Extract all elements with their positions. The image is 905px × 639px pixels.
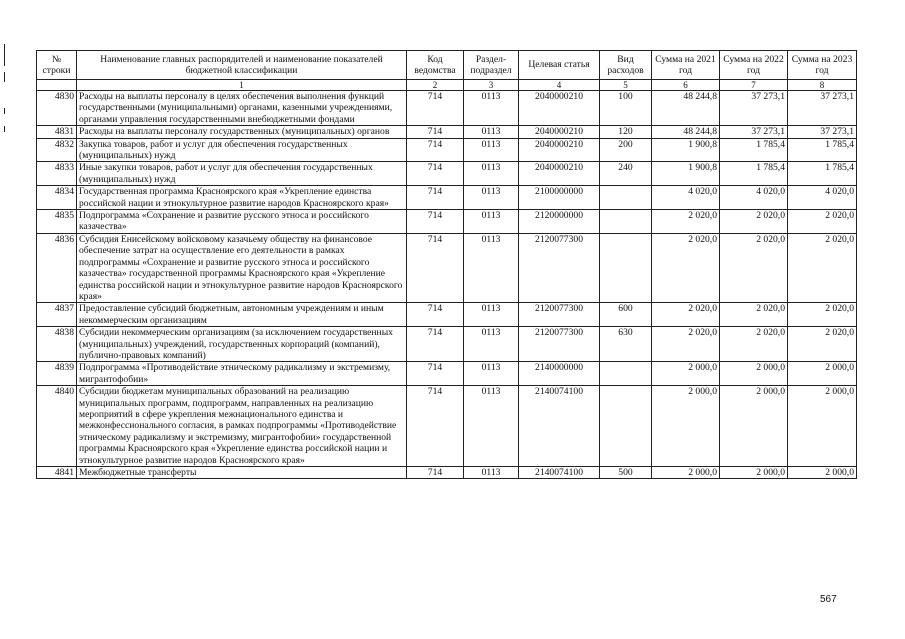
sum-2022-cell: 4 020,0 [720,186,788,210]
expense-type-cell [600,362,652,386]
sum-2022-cell: 1 785,4 [720,162,788,186]
description-cell: Субсидии бюджетам муниципальных образований на реализацию муниципальных программ, подпрограмм, направленных на реализацию мероприятий в сфере укрепления межнационального единства и межконфессионального согласия, в рамках подпрограммы «Противодействие этническому радикализму и экстремизму, мигрантофобии» государственной программы Красноярского края «Укрепление единства российской нации и этнокультурное развитие народов Красноярского края» [77,386,407,467]
section-cell: 0113 [464,303,519,327]
department-code-cell: 714 [407,91,464,126]
margin-mark [4,108,5,114]
department-code-cell: 714 [407,210,464,234]
sum-2021-cell: 1 900,8 [652,162,720,186]
description-cell: Субсидии некоммерческим организациям (за исключением государственных (муниципальных) учреждений, государственных корпораций (компаний), публично-правовых компаний) [77,327,407,362]
sum-2023-cell: 2 020,0 [788,303,857,327]
table-row [37,210,857,234]
column-number-cell: 6 [652,80,720,91]
target-article-cell: 2120077300 [519,303,600,327]
target-article-cell: 2120077300 [519,327,600,362]
row-number-cell: 4835 [37,210,77,234]
description-cell: Расходы на выплаты персоналу в целях обеспечения выполнения функций государственными (муниципальными) органами, казенными учреждениями, органами управления государственными внебюджетными фондами [77,91,407,126]
budget-table [36,50,857,479]
target-article-cell: 2040000210 [519,91,600,126]
sum-2022-cell: 37 273,1 [720,91,788,126]
table-row [37,91,857,126]
section-cell: 0113 [464,210,519,234]
sum-2023-cell: 2 020,0 [788,233,857,302]
sum-2021-cell: 2 020,0 [652,327,720,362]
expense-type-cell [600,186,652,210]
column-number-cell: 3 [464,80,519,91]
row-number-cell: 4832 [37,138,77,162]
description-cell: Субсидия Енисейскому войсковому казачьему обществу на финансовое обеспечение затрат на осуществление его деятельности в рамках подпрограммы «Сохранение и развитие русского этноса и российского казачества» государственной программы Красноярского края «Укрепление единства российской нации и этнокультурное развитие народов Красноярского края» [77,233,407,302]
section-cell: 0113 [464,233,519,302]
target-article-cell: 2140074100 [519,467,600,479]
department-code-cell: 714 [407,233,464,302]
sum-2022-cell: 2 000,0 [720,386,788,467]
sum-2021-cell: 2 020,0 [652,303,720,327]
sum-2021-cell: 1 900,8 [652,138,720,162]
row-number-cell: 4833 [37,162,77,186]
column-number-cell: 7 [720,80,788,91]
section-cell: 0113 [464,138,519,162]
row-number-cell: 4840 [37,386,77,467]
table-row [37,138,857,162]
target-article-cell: 2100000000 [519,186,600,210]
column-number-cell: 2 [407,80,464,91]
sum-2022-cell: 2 000,0 [720,467,788,479]
sum-2023-cell: 37 273,1 [788,126,857,138]
table-row [37,327,857,362]
sum-2023-cell: 1 785,4 [788,138,857,162]
description-cell: Подпрограмма «Сохранение и развитие русского этноса и российского казачества» [77,210,407,234]
table-row [37,303,857,327]
sum-2023-cell: 2 000,0 [788,386,857,467]
description-cell: Предоставление субсидий бюджетным, автономным учреждениям и иным некоммерческим организациям [77,303,407,327]
header-cell: Раздел-подраздел [464,51,519,80]
expense-type-cell: 630 [600,327,652,362]
section-cell: 0113 [464,91,519,126]
department-code-cell: 714 [407,386,464,467]
sum-2023-cell: 1 785,4 [788,162,857,186]
table-row [37,386,857,467]
sum-2023-cell: 2 020,0 [788,210,857,234]
expense-type-cell [600,233,652,302]
table-row [37,162,857,186]
header-cell: Целевая статья [519,51,600,80]
row-number-cell: 4831 [37,126,77,138]
sum-2021-cell: 48 244,8 [652,91,720,126]
section-cell: 0113 [464,186,519,210]
column-number-cell: 8 [788,80,857,91]
sum-2022-cell: 2 000,0 [720,362,788,386]
margin-mark [4,44,5,66]
header-cell: № строки [37,51,77,80]
expense-type-cell: 100 [600,91,652,126]
description-cell: Подпрограмма «Противодействие этническому радикализму и экстремизму, мигрантофобии» [77,362,407,386]
sum-2021-cell: 2 000,0 [652,467,720,479]
department-code-cell: 714 [407,126,464,138]
target-article-cell: 2040000210 [519,126,600,138]
description-cell: Расходы на выплаты персоналу государственных (муниципальных) органов [77,126,407,138]
column-number-cell: 1 [77,80,407,91]
expense-type-cell: 120 [600,126,652,138]
row-number-cell: 4834 [37,186,77,210]
table-row [37,362,857,386]
header-cell: Вид расходов [600,51,652,80]
description-cell: Государственная программа Красноярского края «Укрепление единства российской нации и этнокультурное развитие народов Красноярского края» [77,186,407,210]
row-number-cell: 4839 [37,362,77,386]
sum-2022-cell: 37 273,1 [720,126,788,138]
margin-mark [4,126,5,132]
sum-2021-cell: 2 020,0 [652,210,720,234]
sum-2023-cell: 2 000,0 [788,467,857,479]
sum-2023-cell: 2 020,0 [788,327,857,362]
section-cell: 0113 [464,467,519,479]
sum-2022-cell: 2 020,0 [720,303,788,327]
sum-2023-cell: 37 273,1 [788,91,857,126]
sum-2021-cell: 4 020,0 [652,186,720,210]
margin-mark [4,72,5,82]
sum-2021-cell: 2 020,0 [652,233,720,302]
header-cell: Сумма на 2021 год [652,51,720,80]
table-row [37,186,857,210]
expense-type-cell: 200 [600,138,652,162]
department-code-cell: 714 [407,327,464,362]
column-number-row [37,80,857,91]
row-number-cell: 4830 [37,91,77,126]
section-cell: 0113 [464,162,519,186]
expense-type-cell: 500 [600,467,652,479]
expense-type-cell [600,210,652,234]
department-code-cell: 714 [407,303,464,327]
target-article-cell: 2040000210 [519,138,600,162]
expense-type-cell: 240 [600,162,652,186]
target-article-cell: 2120077300 [519,233,600,302]
description-cell: Межбюджетные трансферты [77,467,407,479]
department-code-cell: 714 [407,362,464,386]
sum-2023-cell: 4 020,0 [788,186,857,210]
department-code-cell: 714 [407,138,464,162]
sum-2022-cell: 2 020,0 [720,233,788,302]
section-cell: 0113 [464,386,519,467]
table-header-row [37,51,857,80]
header-cell: Наименование главных распорядителей и наименование показателей бюджетной классификации [77,51,407,80]
row-number-cell: 4837 [37,303,77,327]
page-number: 567 [820,594,837,605]
header-cell: Сумма на 2023 год [788,51,857,80]
row-number-cell: 4838 [37,327,77,362]
expense-type-cell [600,386,652,467]
sum-2022-cell: 2 020,0 [720,327,788,362]
header-cell: Сумма на 2022 год [720,51,788,80]
target-article-cell: 2040000210 [519,162,600,186]
section-cell: 0113 [464,327,519,362]
column-number-cell: 5 [600,80,652,91]
target-article-cell: 2140074100 [519,386,600,467]
section-cell: 0113 [464,362,519,386]
column-number-cell: 4 [519,80,600,91]
sum-2023-cell: 2 000,0 [788,362,857,386]
table-body [37,91,857,479]
sum-2022-cell: 1 785,4 [720,138,788,162]
column-number-cell [37,80,77,91]
description-cell: Иные закупки товаров, работ и услуг для обеспечения государственных (муниципальных) нужд [77,162,407,186]
sum-2021-cell: 2 000,0 [652,362,720,386]
header-cell: Код ведомства [407,51,464,80]
target-article-cell: 2140000000 [519,362,600,386]
sum-2021-cell: 2 000,0 [652,386,720,467]
section-cell: 0113 [464,126,519,138]
row-number-cell: 4841 [37,467,77,479]
department-code-cell: 714 [407,467,464,479]
row-number-cell: 4836 [37,233,77,302]
target-article-cell: 2120000000 [519,210,600,234]
expense-type-cell: 600 [600,303,652,327]
description-cell: Закупка товаров, работ и услуг для обеспечения государственных (муниципальных) нужд [77,138,407,162]
department-code-cell: 714 [407,186,464,210]
department-code-cell: 714 [407,162,464,186]
table-row [37,233,857,302]
sum-2021-cell: 48 244,8 [652,126,720,138]
table-row [37,467,857,479]
table-row [37,126,857,138]
sum-2022-cell: 2 020,0 [720,210,788,234]
